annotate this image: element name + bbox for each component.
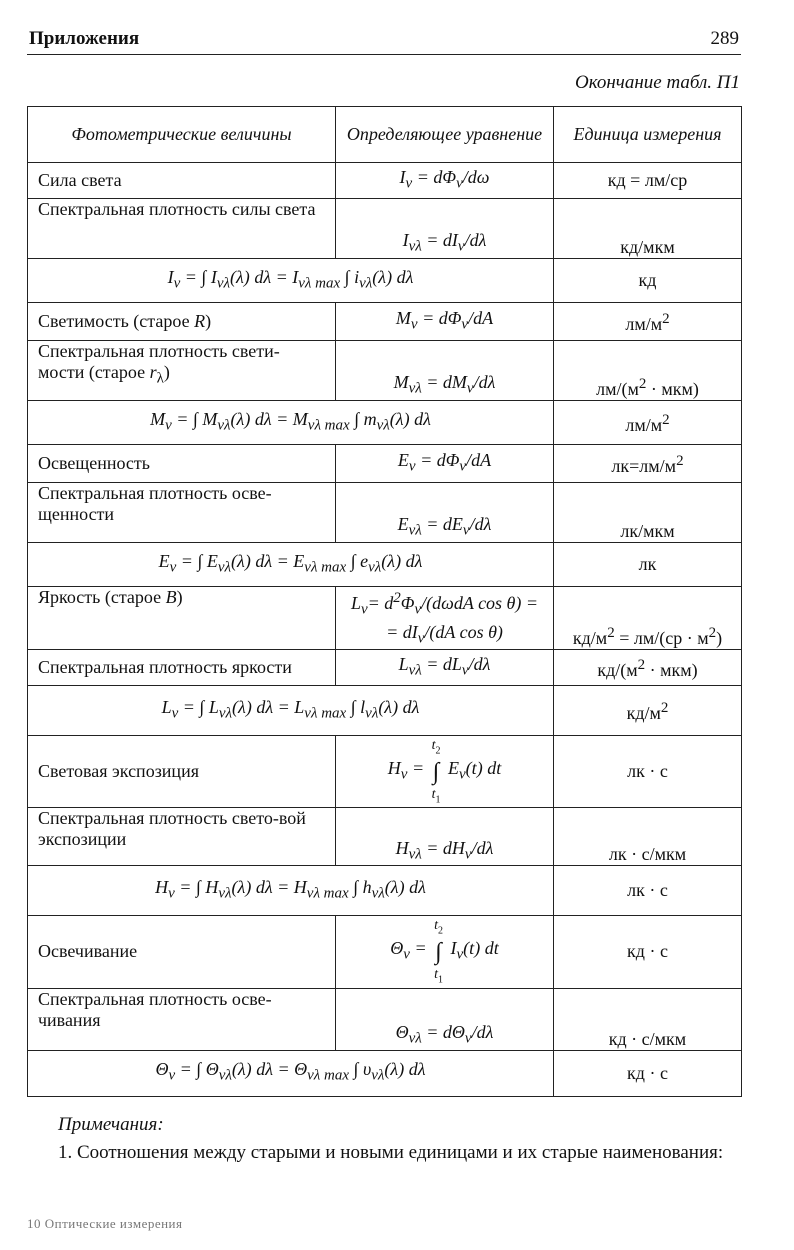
photometric-table [27, 106, 742, 1097]
table-caption: Окончание табл. П1 [574, 72, 740, 93]
table-row [28, 199, 742, 259]
unit: лк [554, 543, 742, 587]
unit: лк · с [554, 866, 742, 916]
notes-text: 1. Соотношения между старыми и новыми единицами и их старые наименования: [58, 1142, 724, 1163]
table-header-row [28, 107, 742, 163]
unit: кд · с [554, 1050, 742, 1096]
column-header: Фотометрические величины [28, 107, 336, 163]
unit: лк · с/мкм [554, 808, 742, 866]
quantity-name: Спектральная плотность осве-щенности [28, 483, 336, 543]
integral-equation: $E_v$ = ∫ $E_{v\lambda}(\lambda) d\lambda = E_{v\lambda max}$ ∫ $e_{v\lambda}(\lambda)$ dλ [28, 543, 554, 587]
quantity-name: Спектральная плотность силы света [28, 199, 336, 259]
table-row [28, 686, 742, 736]
table-row [28, 259, 742, 303]
column-header: Определяющее уравнение [336, 107, 554, 163]
unit: $кд/м^2$ [554, 686, 742, 736]
table-row [28, 916, 742, 988]
column-header: Единица измерения [554, 107, 742, 163]
integral-equation: $H_v$ = ∫ $H_{v\lambda}(\lambda) d\lambda = H_{v\lambda max}$ ∫ $h_{v\lambda}(\lambda)$ dλ [28, 866, 554, 916]
table-row [28, 303, 742, 341]
page-footer: 10 Оптические измерения [27, 1216, 183, 1231]
unit: $лм/м^2$ [554, 303, 742, 341]
quantity-name: Яркость (старое B) [28, 587, 336, 650]
unit: кд/мкм [554, 199, 742, 259]
table-row [28, 401, 742, 445]
notes-title: Примечания: [58, 1114, 164, 1135]
quantity-name: Спектральная плотность свети-мости (старое $r_\lambda$) [28, 341, 336, 401]
unit: лк · с [554, 736, 742, 808]
table-row [28, 866, 742, 916]
unit: $кд/(м^2 \cdot мкм)$ [554, 650, 742, 686]
equation: $I_v = d\Phi_v/d\omega$ [336, 163, 554, 199]
unit: кд · с [554, 916, 742, 988]
integral-equation: $I_v$ = ∫ $I_{v\lambda}(\lambda) d\lambda = I_{v\lambda max}$ ∫ $i_{v\lambda}(\lambda)$ dλ [28, 259, 554, 303]
equation: $L_v= d^2\Phi_v/(d\omega dA$ cos θ) = = $dI_v/(dA$ cos θ) [336, 587, 554, 650]
table-row [28, 445, 742, 483]
unit: лк/мкм [554, 483, 742, 543]
equation: $M_v = d\Phi_v/dA$ [336, 303, 554, 341]
unit: $лм/м^2$ [554, 401, 742, 445]
table-row [28, 808, 742, 866]
unit: $лк=лм/м^2$ [554, 445, 742, 483]
quantity-name: Спектральная плотность яркости [28, 650, 336, 686]
table-row [28, 543, 742, 587]
unit: $лм/(м^2 \cdot мкм)$ [554, 341, 742, 401]
section-title: Приложения [29, 28, 140, 49]
table-row [28, 736, 742, 808]
quantity-name: Световая экспозиция [28, 736, 336, 808]
table-row [28, 650, 742, 686]
quantity-name: Освечивание [28, 916, 336, 988]
unit: кд · с/мкм [554, 988, 742, 1050]
quantity-name: Сила света [28, 163, 336, 199]
table-row [28, 988, 742, 1050]
equation: $I_{v\lambda} = dI_v/d\lambda$ [336, 199, 554, 259]
equation: $H_v = t_2$ ∫ $t_1$ $E_v(t)$ dt [336, 736, 554, 808]
integral-equation: $L_v$ = ∫ $L_{v\lambda}(\lambda) d\lambda = L_{v\lambda max}$ ∫ $l_{v\lambda}(\lambda)$ dλ [28, 686, 554, 736]
page-number: 289 [710, 28, 739, 49]
unit: кд = лм/ср [554, 163, 742, 199]
equation: $\Theta_v = t_2$ ∫ $t_1$ $I_v(t)$ dt [336, 916, 554, 988]
quantity-name: Спектральная плотность свето-вой экспозиции [28, 808, 336, 866]
table-row [28, 1050, 742, 1096]
equation: $H_{v\lambda} = dH_v/d\lambda$ [336, 808, 554, 866]
page-header [27, 26, 741, 55]
quantity-name: Освещенность [28, 445, 336, 483]
quantity-name: Спектральная плотность осве-чивания [28, 988, 336, 1050]
table-row [28, 341, 742, 401]
unit: кд [554, 259, 742, 303]
integral-equation: $M_v$ = ∫ $M_{v\lambda}(\lambda) d\lambda = M_{v\lambda max}$ ∫ $m_{v\lambda}(\lambda)$ dλ [28, 401, 554, 445]
equation: $E_{v\lambda} = dE_v/d\lambda$ [336, 483, 554, 543]
table-row [28, 587, 742, 650]
table-row [28, 163, 742, 199]
equation: $M_{v\lambda} = dM_v/d\lambda$ [336, 341, 554, 401]
equation: $L_{v\lambda} = dL_v/d\lambda$ [336, 650, 554, 686]
integral-equation: $\Theta_v$ = ∫ $\Theta_{v\lambda}(\lambda) d\lambda = \Theta_{v\lambda max}$ ∫ $\upsilon_{v\lambda}(\lambda)$ dλ [28, 1050, 554, 1096]
unit: $кд/м^2 = лм/(ср \cdot м^2)$ [554, 587, 742, 650]
equation: $E_v = d\Phi_v/dA$ [336, 445, 554, 483]
quantity-name: Светимость (старое R) [28, 303, 336, 341]
table-row [28, 483, 742, 543]
equation: $\Theta_{v\lambda} = d\Theta_v/d\lambda$ [336, 988, 554, 1050]
